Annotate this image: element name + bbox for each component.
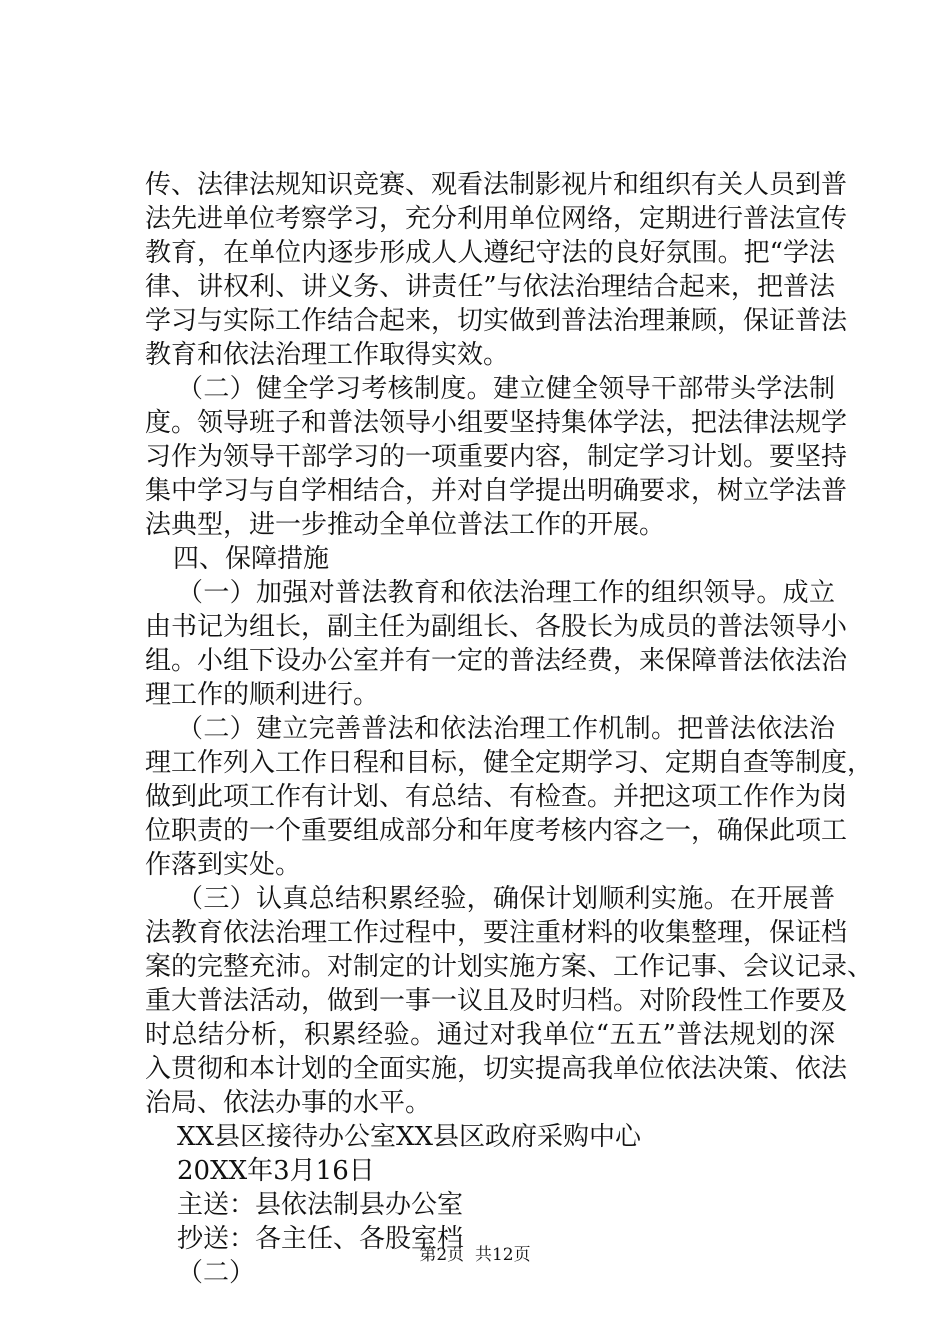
text-line: 由书记为组长，副主任为副组长、各股长为成员的普法领导小	[145, 612, 848, 642]
text-line: 学习与实际工作结合起来，切实做到普法治理兼顾，保证普法	[145, 306, 848, 336]
text-line: 案的完整充沛。对制定的计划实施方案、工作记事、会议记录、	[145, 952, 874, 982]
text-line: 集中学习与自学相结合，并对自学提出明确要求，树立学法普	[145, 476, 848, 506]
text-line: 教育和依法治理工作取得实效。	[145, 340, 510, 370]
text-line: 法先进单位考察学习，充分利用单位网络，定期进行普法宣传	[145, 204, 848, 234]
text-line: 治局、依法办事的水平。	[145, 1088, 432, 1118]
page-number-footer: 第2页 共12页	[419, 1245, 531, 1265]
text-line: 作落到实处。	[145, 850, 302, 880]
main-recipient: 主送：县依法制县办公室	[177, 1190, 464, 1220]
signature-organization: XX县区接待办公室XX县区政府采购中心	[177, 1122, 642, 1152]
section-heading-line: （二）健全学习考核制度。建立健全领导干部带头学法制	[177, 374, 835, 404]
text-line: 度。领导班子和普法领导小组要坚持集体学法，把法律法规学	[145, 408, 848, 438]
text-line: 入贯彻和本计划的全面实施，切实提高我单位依法决策、依法	[145, 1054, 848, 1084]
text-line: 位职责的一个重要组成部分和年度考核内容之一，确保此项工	[145, 816, 848, 846]
section-heading-line: （三）认真总结积累经验，确保计划顺利实施。在开展普	[177, 884, 835, 914]
signature-date: 20XX年3月16日	[177, 1156, 375, 1186]
next-section-marker: （二）	[177, 1258, 256, 1288]
text-line: 教育，在单位内逐步形成人人遵纪守法的良好氛围。把“学法	[145, 238, 835, 268]
text-line: 律、讲权利、讲义务、讲责任”与依法治理结合起来，把普法	[145, 272, 835, 302]
text-line: 法教育依法治理工作过程中，要注重材料的收集整理，保证档	[145, 918, 848, 948]
copy-recipient: 抄送：各主任、各股室档	[177, 1224, 464, 1254]
text-line: 重大普法活动，做到一事一议且及时归档。对阶段性工作要及	[145, 986, 848, 1016]
text-line: 法典型，进一步推动全单位普法工作的开展。	[145, 510, 666, 540]
text-line: 理工作的顺利进行。	[145, 680, 380, 710]
section-title: 四、保障措施	[173, 544, 330, 574]
section-heading-line: （二）建立完善普法和依法治理工作机制。把普法依法治	[177, 714, 835, 744]
section-heading-line: （一）加强对普法教育和依法治理工作的组织领导。成立	[177, 578, 835, 608]
text-line: 理工作列入工作日程和目标，健全定期学习、定期自查等制度，	[145, 748, 874, 778]
text-line: 传、法律法规知识竞赛、观看法制影视片和组织有关人员到普	[145, 170, 848, 200]
text-line: 习作为领导干部学习的一项重要内容，制定学习计划。要坚持	[145, 442, 848, 472]
text-line: 做到此项工作有计划、有总结、有检查。并把这项工作作为岗	[145, 782, 848, 812]
document-body	[145, 168, 874, 1290]
text-line: 时总结分析，积累经验。通过对我单位“五五”普法规划的深	[145, 1020, 835, 1050]
text-line: 组。小组下设办公室并有一定的普法经费，来保障普法依法治	[145, 646, 848, 676]
